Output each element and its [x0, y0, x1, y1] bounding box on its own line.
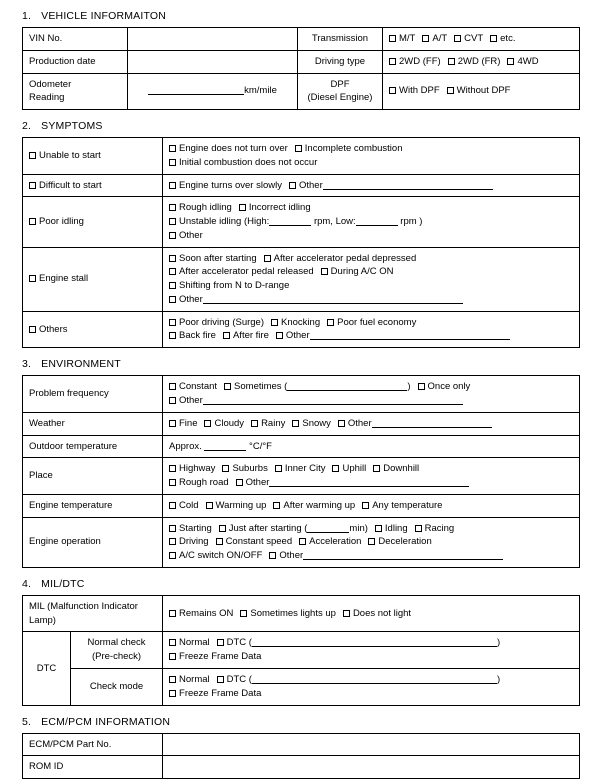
checkbox-constant[interactable]: Constant	[169, 380, 217, 394]
checkbox-icon[interactable]	[454, 35, 461, 42]
ecm-pcm-table	[22, 733, 580, 779]
checkbox-icon[interactable]	[223, 332, 230, 339]
checkbox-icon[interactable]	[169, 397, 176, 404]
checkbox-icon[interactable]	[169, 204, 176, 211]
symptom-others-options	[163, 311, 580, 348]
checkbox-icon[interactable]	[447, 87, 454, 94]
env-weather-options	[163, 412, 580, 435]
table-row	[23, 28, 580, 51]
checkbox-icon[interactable]	[169, 653, 176, 660]
option-line	[169, 265, 573, 279]
table-row	[23, 138, 580, 175]
checkbox-4wd[interactable]: 4WD	[507, 55, 538, 69]
env-problem-frequency-label: Problem frequency	[23, 376, 163, 413]
ecm-part-no-label: ECM/PCM Part No.	[23, 733, 163, 756]
checkbox-sometimes-lights-up[interactable]: Sometimes lights up	[240, 607, 336, 621]
driving-type-label: Driving type	[298, 50, 383, 73]
checkbox-icon[interactable]	[222, 465, 229, 472]
option-line	[169, 156, 573, 170]
dpf-label: DPF (Diesel Engine)	[298, 73, 383, 110]
checkbox-cvt[interactable]: CVT	[454, 32, 483, 46]
vin-label: VIN No.	[23, 28, 128, 51]
checkbox-icon[interactable]	[239, 204, 246, 211]
write-in-rule[interactable]	[204, 450, 246, 451]
checkbox-icon[interactable]	[321, 268, 328, 275]
write-in-rule[interactable]	[252, 683, 497, 684]
symptoms-table	[22, 137, 580, 348]
checkbox-after-fire[interactable]: After fire	[223, 329, 269, 343]
table-row	[23, 756, 580, 779]
checkbox-icon[interactable]	[273, 502, 280, 509]
section-3-number: 3.	[22, 358, 38, 370]
option-line	[169, 279, 573, 293]
write-in-rule[interactable]	[372, 427, 492, 428]
vin-input[interactable]	[128, 28, 298, 51]
checkbox-other[interactable]: Other	[169, 394, 463, 408]
symptom-poor-idling-options	[163, 197, 580, 247]
checkbox-icon[interactable]	[490, 35, 497, 42]
checkbox-icon[interactable]	[169, 255, 176, 262]
option-line	[169, 316, 573, 330]
checkbox-shifting-n-to-d[interactable]: Shifting from N to D-range	[169, 279, 289, 293]
option-line	[169, 142, 573, 156]
option-line	[169, 687, 573, 701]
ecm-part-no-input[interactable]	[163, 733, 580, 756]
checkbox-icon[interactable]	[169, 525, 176, 532]
checkbox-sometimes[interactable]: Sometimes ( )	[224, 380, 411, 394]
section-2-title: SYMPTOMS	[41, 120, 103, 132]
checkbox-icon[interactable]	[375, 525, 382, 532]
option-line	[169, 215, 573, 229]
checkbox-icon[interactable]	[224, 383, 231, 390]
checkbox-icon[interactable]	[169, 268, 176, 275]
checkbox-at[interactable]: A/T	[422, 32, 447, 46]
symptom-poor-idling[interactable]: Poor idling	[23, 197, 163, 247]
section-1-title: VEHICLE INFORMAITON	[41, 10, 166, 22]
checkbox-icon[interactable]	[289, 182, 296, 189]
checkbox-icon[interactable]	[389, 58, 396, 65]
table-row	[23, 595, 580, 632]
checkbox-icon[interactable]	[169, 690, 176, 697]
section-title-vehicle-information	[22, 10, 588, 22]
section-title-ecm-pcm-information	[22, 716, 588, 728]
env-outdoor-temperature-value: Approx. °C/°F	[163, 435, 580, 458]
checkbox-icon[interactable]	[169, 145, 176, 152]
checkbox-icon[interactable]	[29, 218, 36, 225]
mil-options	[163, 595, 580, 632]
checkbox-icon[interactable]	[169, 159, 176, 166]
write-in-rule[interactable]	[148, 94, 244, 95]
checkbox-icon[interactable]	[236, 479, 243, 486]
env-weather-label: Weather	[23, 412, 163, 435]
write-in-rule[interactable]	[307, 532, 349, 533]
checkbox-icon[interactable]	[264, 255, 271, 262]
checkbox-starting[interactable]: Starting	[169, 522, 212, 536]
checkbox-unstable-idling[interactable]: Unstable idling (High: rpm, Low: rpm )	[169, 215, 422, 229]
checkbox-deceleration[interactable]: Deceleration	[368, 535, 431, 549]
checkbox-without-dpf[interactable]: Without DPF	[447, 84, 511, 98]
checkbox-icon[interactable]	[169, 232, 176, 239]
section-1-number: 1.	[22, 10, 38, 22]
checkbox-icon[interactable]	[29, 275, 36, 282]
table-row	[23, 668, 580, 705]
dtc-check-mode-options	[163, 668, 580, 705]
checkbox-engine-turns-over-slowly[interactable]: Engine turns over slowly	[169, 179, 282, 193]
write-in-rule[interactable]	[323, 189, 493, 190]
checkbox-dtc[interactable]: DTC ( )	[217, 673, 501, 687]
table-row	[23, 197, 580, 247]
symptom-difficult-to-start-options	[163, 174, 580, 197]
option-line	[169, 673, 573, 687]
option-line	[169, 179, 573, 193]
checkbox-downhill[interactable]: Downhill	[373, 462, 419, 476]
checkbox-icon[interactable]	[368, 538, 375, 545]
symptom-engine-stall[interactable]: Engine stall	[23, 247, 163, 311]
checkbox-icon[interactable]	[295, 145, 302, 152]
checkbox-icon[interactable]	[299, 538, 306, 545]
checkbox-icon[interactable]	[269, 552, 276, 559]
checkbox-engine-does-not-turn-over[interactable]: Engine does not turn over	[169, 142, 288, 156]
checkbox-remains-on[interactable]: Remains ON	[169, 607, 233, 621]
checkbox-poor-fuel-economy[interactable]: Poor fuel economy	[327, 316, 416, 330]
transmission-label: Transmission	[298, 28, 383, 51]
checkbox-cold[interactable]: Cold	[169, 499, 199, 513]
checkbox-normal[interactable]: Normal	[169, 673, 210, 687]
table-row	[23, 435, 580, 458]
symptom-engine-stall-options	[163, 247, 580, 311]
checkbox-icon[interactable]	[275, 465, 282, 472]
checkbox-icon[interactable]	[415, 525, 422, 532]
checkbox-icon[interactable]	[169, 502, 176, 509]
section-5-title: ECM/PCM INFORMATION	[41, 716, 170, 728]
checkbox-other[interactable]: Other	[269, 549, 503, 563]
checkbox-2wd-ff[interactable]: 2WD (FF)	[389, 55, 441, 69]
checkbox-after-warming-up[interactable]: After warming up	[273, 499, 355, 513]
env-engine-operation-label: Engine operation	[23, 517, 163, 567]
checkbox-back-fire[interactable]: Back fire	[169, 329, 216, 343]
checkbox-icon[interactable]	[169, 479, 176, 486]
checkbox-icon[interactable]	[217, 639, 224, 646]
checkbox-icon[interactable]	[389, 35, 396, 42]
section-4-number: 4.	[22, 578, 38, 590]
checkbox-cloudy[interactable]: Cloudy	[204, 417, 244, 431]
table-row	[23, 733, 580, 756]
environment-table	[22, 375, 580, 568]
checkbox-etc[interactable]: etc.	[490, 32, 515, 46]
table-row	[23, 376, 580, 413]
table-row	[23, 73, 580, 110]
checkbox-icon[interactable]	[169, 552, 176, 559]
checkbox-driving[interactable]: Driving	[169, 535, 209, 549]
symptom-unable-to-start-options	[163, 138, 580, 175]
checkbox-rough-road[interactable]: Rough road	[169, 476, 229, 490]
checkbox-icon[interactable]	[292, 420, 299, 427]
checkbox-icon[interactable]	[343, 610, 350, 617]
checkbox-idling[interactable]: Idling	[375, 522, 408, 536]
checkbox-rough-idling[interactable]: Rough idling	[169, 201, 232, 215]
checkbox-icon[interactable]	[217, 676, 224, 683]
dtc-label: DTC	[23, 632, 71, 705]
option-line	[169, 636, 573, 650]
env-place-options	[163, 458, 580, 495]
checkbox-icon[interactable]	[169, 218, 176, 225]
write-in-rule[interactable]	[310, 339, 510, 340]
section-4-title: MIL/DTC	[41, 578, 84, 590]
checkbox-icon[interactable]	[373, 465, 380, 472]
table-row	[23, 494, 580, 517]
rom-id-label: ROM ID	[23, 756, 163, 779]
checkbox-icon[interactable]	[29, 182, 36, 189]
checkbox-icon[interactable]	[338, 420, 345, 427]
checkbox-icon[interactable]	[276, 332, 283, 339]
checkbox-other[interactable]: Other	[276, 329, 510, 343]
checkbox-icon[interactable]	[169, 282, 176, 289]
checkbox-icon[interactable]	[169, 676, 176, 683]
checkbox-poor-driving-surge[interactable]: Poor driving (Surge)	[169, 316, 264, 330]
checkbox-during-ac-on[interactable]: During A/C ON	[321, 265, 394, 279]
checkbox-2wd-fr[interactable]: 2WD (FR)	[448, 55, 501, 69]
checkbox-icon[interactable]	[448, 58, 455, 65]
checkbox-snowy[interactable]: Snowy	[292, 417, 331, 431]
env-engine-temperature-label: Engine temperature	[23, 494, 163, 517]
checkbox-icon[interactable]	[29, 326, 36, 333]
checkbox-just-after-starting[interactable]: Just after starting ( min)	[219, 522, 368, 536]
checkbox-mt[interactable]: M/T	[389, 32, 415, 46]
dpf-options	[383, 73, 580, 110]
option-line	[169, 462, 573, 476]
checkbox-icon[interactable]	[418, 383, 425, 390]
option-line	[169, 380, 573, 394]
rom-id-input[interactable]	[163, 756, 580, 779]
checkbox-icon[interactable]	[169, 296, 176, 303]
transmission-options	[383, 28, 580, 51]
write-in-rule[interactable]	[287, 390, 407, 391]
checkbox-icon[interactable]	[206, 502, 213, 509]
dtc-normal-check-label: Normal check (Pre-check)	[71, 632, 163, 669]
env-outdoor-temperature-label: Outdoor temperature	[23, 435, 163, 458]
checkbox-other[interactable]: Other	[169, 229, 203, 243]
env-engine-operation-options	[163, 517, 580, 567]
checkbox-once-only[interactable]: Once only	[418, 380, 471, 394]
section-2-number: 2.	[22, 120, 38, 132]
checkbox-acceleration[interactable]: Acceleration	[299, 535, 361, 549]
env-engine-temperature-options	[163, 494, 580, 517]
table-row	[23, 247, 580, 311]
checkbox-icon[interactable]	[169, 319, 176, 326]
section-3-title: ENVIRONMENT	[41, 358, 121, 370]
checkbox-after-accelerator-pedal-depressed[interactable]: After accelerator pedal depressed	[264, 252, 417, 266]
checkbox-with-dpf[interactable]: With DPF	[389, 84, 440, 98]
checkbox-uphill[interactable]: Uphill	[332, 462, 366, 476]
symptom-unable-to-start[interactable]: Unable to start	[23, 138, 163, 175]
checkbox-knocking[interactable]: Knocking	[271, 316, 320, 330]
checkbox-icon[interactable]	[216, 538, 223, 545]
checkbox-icon[interactable]	[327, 319, 334, 326]
checkbox-after-accelerator-pedal-released[interactable]: After accelerator pedal released	[169, 265, 314, 279]
checkbox-highway[interactable]: Highway	[169, 462, 215, 476]
option-line	[169, 293, 573, 307]
option-line	[169, 476, 573, 490]
checkbox-incomplete-combustion[interactable]: Incomplete combustion	[295, 142, 403, 156]
checkbox-other[interactable]: Other	[338, 417, 492, 431]
checkbox-racing[interactable]: Racing	[415, 522, 455, 536]
checkbox-rainy[interactable]: Rainy	[251, 417, 285, 431]
env-place-label: Place	[23, 458, 163, 495]
table-row	[23, 311, 580, 348]
table-row	[23, 632, 580, 669]
checkbox-normal[interactable]: Normal	[169, 636, 210, 650]
checkbox-fine[interactable]: Fine	[169, 417, 197, 431]
checkbox-suburbs[interactable]: Suburbs	[222, 462, 267, 476]
checkbox-icon[interactable]	[169, 420, 176, 427]
write-in-rule[interactable]	[203, 404, 463, 405]
symptom-others[interactable]: Others	[23, 311, 163, 348]
checkbox-any-temperature[interactable]: Any temperature	[362, 499, 442, 513]
section-title-mil-dtc	[22, 578, 588, 590]
checkbox-icon[interactable]	[422, 35, 429, 42]
section-title-environment	[22, 358, 588, 370]
checkbox-icon[interactable]	[169, 538, 176, 545]
checkbox-initial-combustion-does-not-occur[interactable]: Initial combustion does not occur	[169, 156, 317, 170]
mil-label: MIL (Malfunction Indicator Lamp)	[23, 595, 163, 632]
write-in-rule[interactable]	[203, 303, 463, 304]
option-line	[169, 522, 573, 536]
checkbox-icon[interactable]	[219, 525, 226, 532]
write-in-rule[interactable]	[356, 225, 398, 226]
write-in-rule[interactable]	[269, 225, 311, 226]
dtc-normal-check-options	[163, 632, 580, 669]
checkbox-does-not-light[interactable]: Does not light	[343, 607, 411, 621]
write-in-rule[interactable]	[252, 646, 497, 647]
option-line	[169, 201, 573, 215]
mil-dtc-table	[22, 595, 580, 706]
env-problem-frequency-options	[163, 376, 580, 413]
table-row	[23, 517, 580, 567]
option-line	[169, 229, 573, 243]
write-in-rule[interactable]	[269, 486, 469, 487]
checkbox-other[interactable]: Other	[236, 476, 470, 490]
checkbox-icon[interactable]	[169, 610, 176, 617]
option-line	[169, 329, 573, 343]
vehicle-information-table	[22, 27, 580, 110]
checkbox-other[interactable]: Other	[169, 293, 463, 307]
checkbox-icon[interactable]	[271, 319, 278, 326]
option-line	[169, 549, 573, 563]
checkbox-icon[interactable]	[169, 383, 176, 390]
section-5-number: 5.	[22, 716, 38, 728]
table-row	[23, 50, 580, 73]
checkbox-warming-up[interactable]: Warming up	[206, 499, 267, 513]
symptom-difficult-to-start[interactable]: Difficult to start	[23, 174, 163, 197]
option-line	[169, 394, 573, 408]
checkbox-soon-after-starting[interactable]: Soon after starting	[169, 252, 257, 266]
dtc-check-mode-label: Check mode	[71, 668, 163, 705]
checkbox-other[interactable]: Other	[289, 179, 493, 193]
checkbox-icon[interactable]	[29, 152, 36, 159]
driving-type-options	[383, 50, 580, 73]
option-line	[169, 650, 573, 664]
write-in-rule[interactable]	[303, 559, 503, 560]
odometer-label: Odometer Reading	[23, 73, 128, 110]
table-row	[23, 412, 580, 435]
table-row	[23, 458, 580, 495]
checkbox-icon[interactable]	[169, 182, 176, 189]
checkbox-icon[interactable]	[169, 639, 176, 646]
section-title-symptoms	[22, 120, 588, 132]
checkbox-freeze-frame-data[interactable]: Freeze Frame Data	[169, 687, 261, 701]
checkbox-icon[interactable]	[389, 87, 396, 94]
checkbox-icon[interactable]	[240, 610, 247, 617]
checkbox-icon[interactable]	[204, 420, 211, 427]
production-date-label: Production date	[23, 50, 128, 73]
checkbox-icon[interactable]	[251, 420, 258, 427]
checkbox-ac-switch-on-off[interactable]: A/C switch ON/OFF	[169, 549, 262, 563]
checkbox-freeze-frame-data[interactable]: Freeze Frame Data	[169, 650, 261, 664]
checkbox-icon[interactable]	[362, 502, 369, 509]
checkbox-icon[interactable]	[169, 332, 176, 339]
checkbox-icon[interactable]	[507, 58, 514, 65]
checkbox-dtc[interactable]: DTC ( )	[217, 636, 501, 650]
option-line	[169, 252, 573, 266]
production-date-input[interactable]	[128, 50, 298, 73]
option-line	[169, 535, 573, 549]
checkbox-constant-speed[interactable]: Constant speed	[216, 535, 293, 549]
checkbox-inner-city[interactable]: Inner City	[275, 462, 326, 476]
table-row	[23, 174, 580, 197]
checkbox-icon[interactable]	[169, 465, 176, 472]
checkbox-incorrect-idling[interactable]: Incorrect idling	[239, 201, 311, 215]
odometer-input[interactable]: km/mile	[128, 73, 298, 110]
checkbox-icon[interactable]	[332, 465, 339, 472]
